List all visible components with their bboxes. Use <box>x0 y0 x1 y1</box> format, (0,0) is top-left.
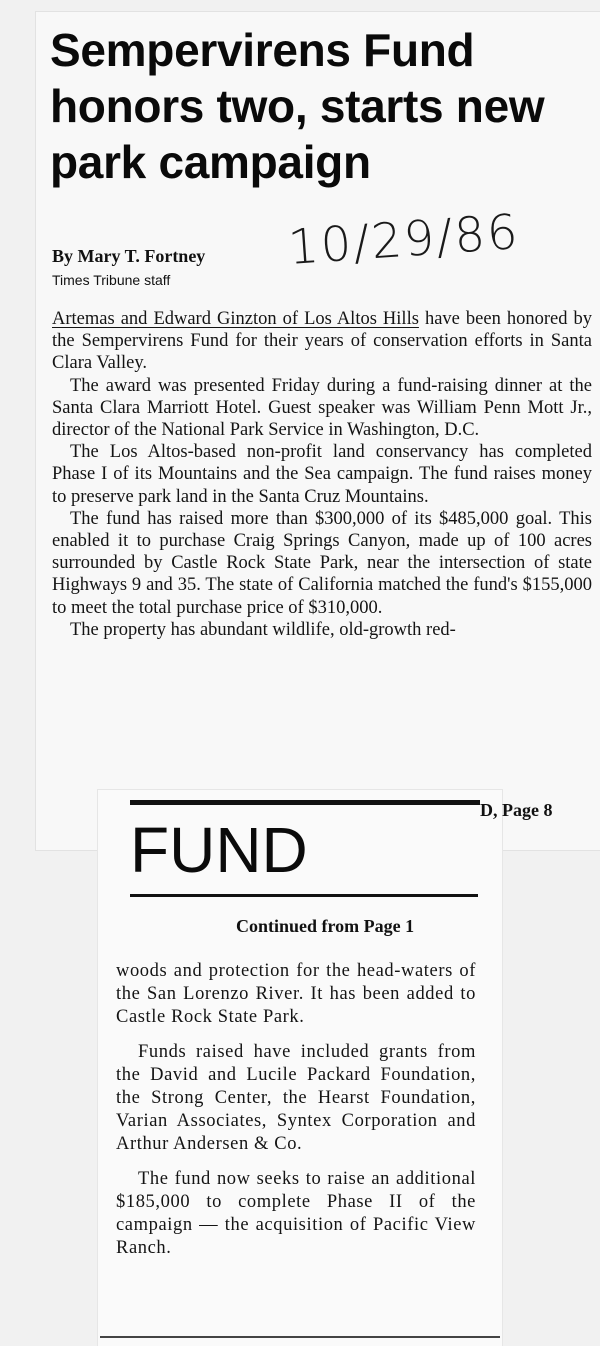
paragraph: Funds raised have included grants from the David and Lucile Packard Foundation, the Strong Center, the Hearst Foundation, Varian Associates, Syntex Corporation and Arthur Andersen & Co. <box>116 1042 476 1154</box>
paragraph: The property has abundant wildlife, old-growth red- <box>70 619 456 640</box>
handwritten-date: 10/29/86 <box>286 203 522 277</box>
byline: By Mary T. Fortney <box>52 246 206 266</box>
article-body <box>52 308 592 641</box>
paragraph: The fund has raised more than $300,000 of its $485,000 goal. This enabled it to purchase Craig Springs Canyon, made up of 100 acres surrounded by Castle Rock State Park, near the intersection of state Highways 9 and 35. The state of California matched the fund's $155,000 to meet the total purchase price of $310,000. <box>52 508 592 618</box>
continuation-body <box>116 960 476 1272</box>
paragraph: The award was presented Friday during a fund-raising dinner at the Santa Clara Marriott Hotel. Guest speaker was William Penn Mott Jr., director of the National Park Service in Washington, D.C. <box>52 375 592 441</box>
paragraph: The fund now seeks to raise an additional $185,000 to complete Phase II of the campaign — the acquisition of Pacific View Ranch. <box>116 1169 476 1258</box>
continuation-head: FUND <box>130 814 308 886</box>
bottom-rule <box>100 1336 500 1338</box>
jump-rule <box>130 800 480 805</box>
paragraph: The Los Altos-based non-profit land conservancy has completed Phase I of its Mountains and the Sea campaign. The fund raises money to preserve park land in the Santa Cruz Mountains. <box>52 442 592 507</box>
headline: Sempervirens Fund honors two, starts new park campaign <box>50 24 545 188</box>
continued-from: Continued from Page 1 <box>236 916 415 936</box>
continuation-rule <box>130 894 478 897</box>
paragraph: woods and protection for the head-waters of the San Lorenzo River. It has been added to Castle Rock State Park. <box>116 961 476 1027</box>
paragraph <box>52 308 592 375</box>
jump-label: D, Page 8 <box>480 800 553 820</box>
staff-credit: Times Tribune staff <box>52 272 171 288</box>
lead-underlined: Artemas and Edward Ginzton of Los Altos Hills <box>52 309 419 329</box>
paragraph-text: have been honored by the Sempervirens Fund for their years of conservation efforts in Santa Clara Valley. <box>52 309 593 374</box>
